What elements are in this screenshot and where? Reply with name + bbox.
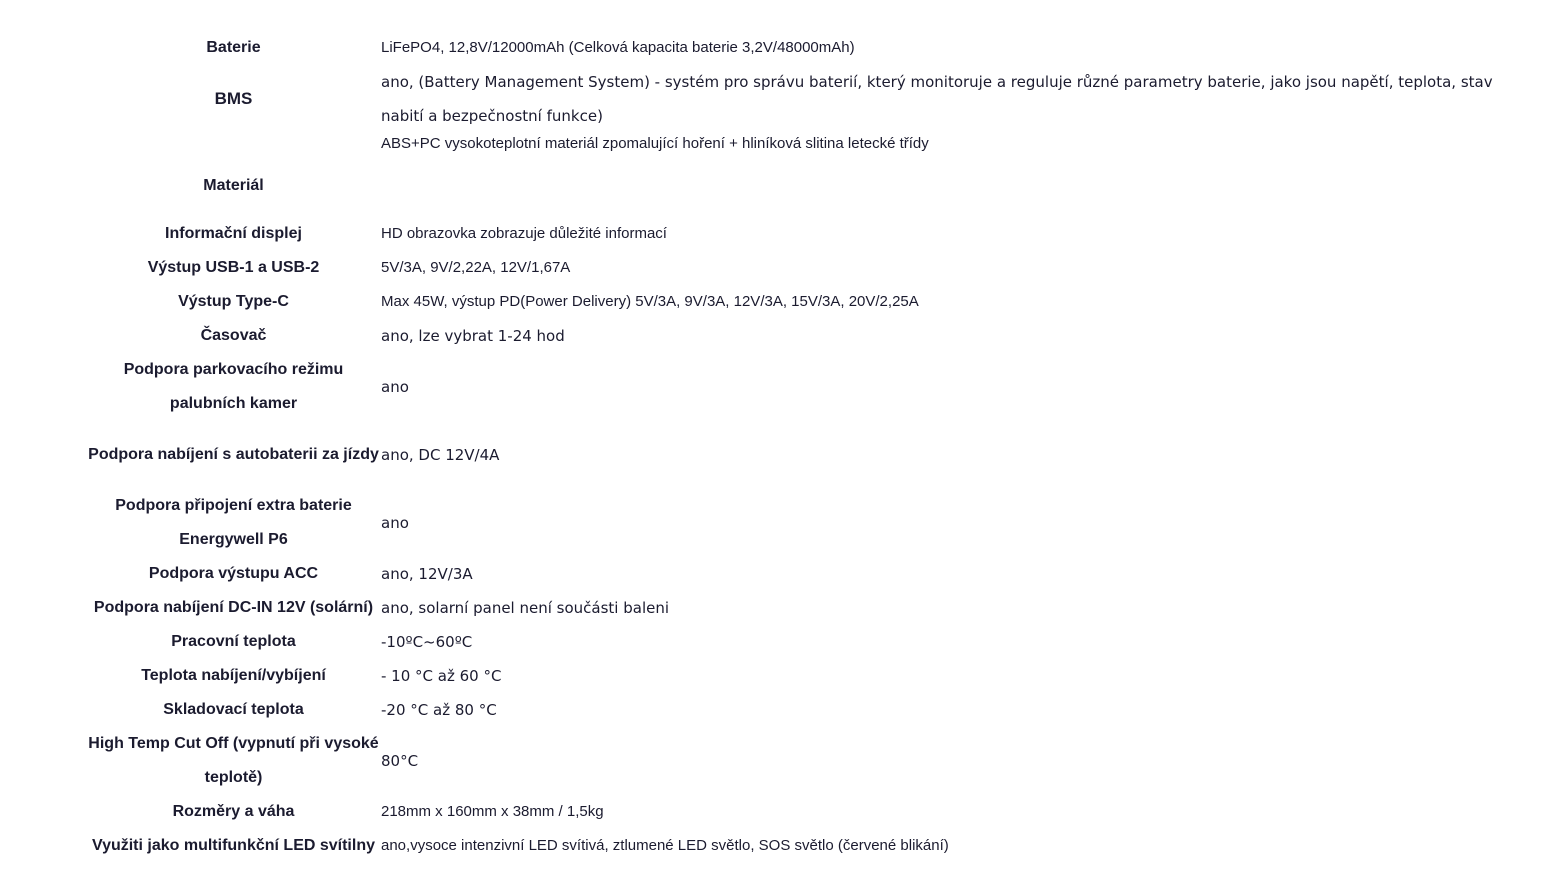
spec-row-typec — [86, 285, 1536, 319]
spec-value: -20 °C až 80 °C — [381, 701, 497, 719]
spec-row-storage-temp — [86, 693, 1536, 727]
spec-row-parking-mode — [86, 353, 1536, 421]
spec-label: Podpora nabíjení DC-IN 12V (solární) — [93, 599, 374, 616]
spec-row-extra-battery — [86, 489, 1536, 557]
spec-value: 80°C — [381, 752, 419, 770]
spec-row-usb — [86, 251, 1536, 285]
spec-table — [86, 31, 1536, 863]
spec-label: Podpora výstupu ACC — [148, 565, 319, 582]
spec-value: ano — [381, 378, 409, 396]
spec-label: Časovač — [200, 327, 267, 344]
spec-label: High Temp Cut Off (vypnutí při vysoké teplotě) — [88, 735, 379, 786]
spec-value: ano, solarní panel není součásti baleni — [381, 599, 670, 617]
spec-value: - 10 °C až 60 °C — [381, 667, 502, 685]
spec-row-acc — [86, 557, 1536, 591]
spec-value: ano,vysoce intenzivní LED svítivá, ztlumené LED světlo, SOS světlo (červené blikání) — [381, 837, 949, 854]
spec-row-charge-temp — [86, 659, 1536, 693]
spec-label: Využiti jako multifunkční LED svítilny — [91, 837, 375, 854]
spec-value: 218mm x 160mm x 38mm / 1,5kg — [381, 803, 604, 820]
spec-row-display — [86, 217, 1536, 251]
spec-value: ano, 12V/3A — [381, 565, 473, 583]
spec-row-bms — [86, 65, 1536, 133]
spec-label: Informační displej — [165, 225, 302, 242]
spec-label: Rozměry a váha — [172, 803, 295, 820]
spec-value: ano — [381, 514, 409, 532]
spec-label: Teplota nabíjení/vybíjení — [141, 667, 326, 684]
spec-value: ano, (Battery Management System) - systém pro správu baterií, který monitoruje a reguluje různé parametry baterie, jako jsou napětí, teplota, stav nabití a bezpečnostní funkce) — [381, 73, 1493, 125]
spec-row-led-light — [86, 829, 1536, 863]
spec-value: Max 45W, výstup PD(Power Delivery) 5V/3A, 9V/3A, 12V/3A, 15V/3A, 20V/2,25A — [381, 293, 919, 310]
spec-label: Podpora parkovacího režimu palubních kamer — [123, 361, 344, 412]
spec-value: ano, DC 12V/4A — [381, 446, 500, 464]
spec-label: Materiál — [203, 177, 264, 194]
spec-row-working-temp — [86, 625, 1536, 659]
spec-label: BMS — [214, 89, 253, 108]
spec-row-material — [86, 133, 1536, 217]
spec-value: HD obrazovka zobrazuje důležité informací — [381, 225, 667, 242]
spec-row-baterie — [86, 31, 1536, 65]
spec-label: Výstup Type-C — [178, 293, 289, 310]
spec-row-dc-in — [86, 591, 1536, 625]
spec-value: 5V/3A, 9V/2,22A, 12V/1,67A — [381, 259, 571, 276]
spec-value: ABS+PC vysokoteplotní materiál zpomalující hoření + hliníková slitina letecké třídy — [381, 135, 929, 152]
spec-value: ano, lze vybrat 1-24 hod — [381, 327, 565, 345]
spec-label: Baterie — [206, 39, 261, 56]
spec-row-timer — [86, 319, 1536, 353]
spec-label: Podpora nabíjení s autobaterii za jízdy — [88, 446, 379, 463]
spec-label: Podpora připojení extra baterie Energywell P6 — [115, 497, 352, 548]
spec-row-dimensions — [86, 795, 1536, 829]
spec-label: Výstup USB-1 a USB-2 — [147, 259, 320, 276]
spec-row-car-charging — [86, 421, 1536, 489]
spec-label: Pracovní teplota — [171, 633, 296, 650]
spec-value: -10ºC~60ºC — [381, 633, 473, 651]
spec-row-high-temp-cutoff — [86, 727, 1536, 795]
spec-label: Skladovací teplota — [163, 701, 304, 718]
spec-value: LiFePO4, 12,8V/12000mAh (Celková kapacita baterie 3,2V/48000mAh) — [381, 39, 855, 56]
